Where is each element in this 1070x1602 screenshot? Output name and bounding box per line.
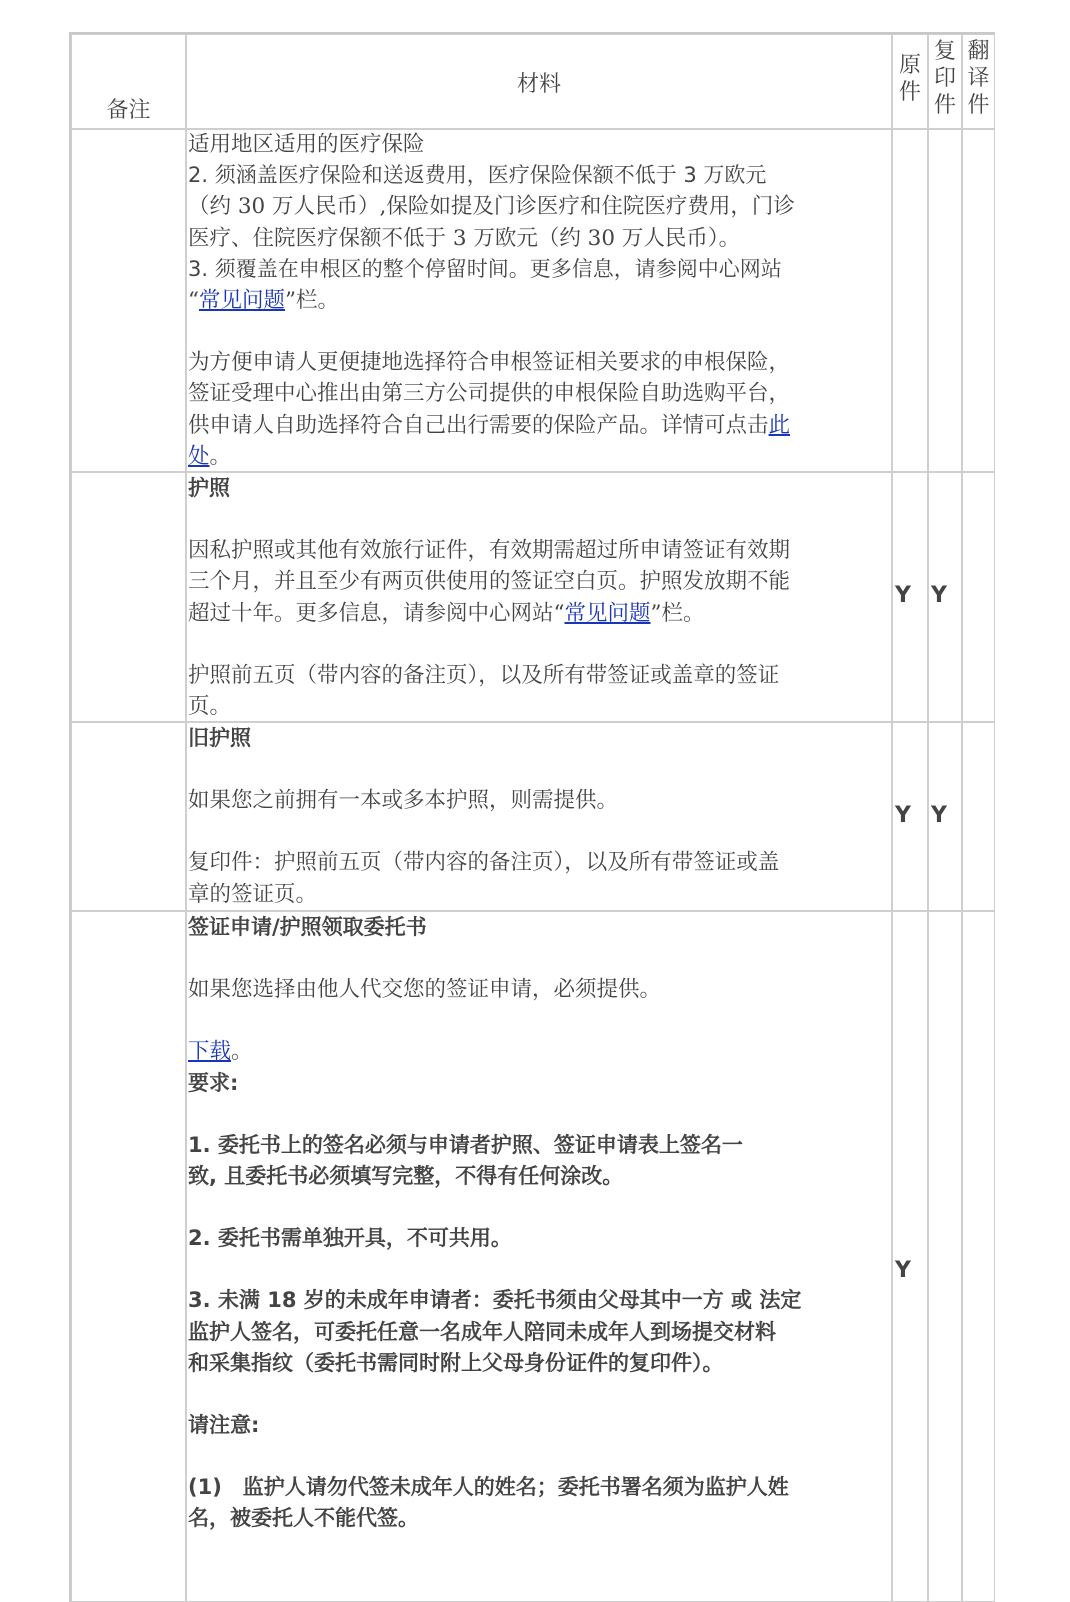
text-line: 致, 且委托书必须填写完整，不得有任何涂改。 xyxy=(188,1164,624,1189)
text-line xyxy=(188,441,887,472)
text-line: 3. 未满 18 岁的未成年申请者：委托书须由父母其中一方 或 法定 xyxy=(188,1288,802,1313)
row-title: 旧护照 xyxy=(188,726,251,750)
text-line: 医疗、住院医疗保额不低于 3 万欧元（约 30 万人民币）。 xyxy=(188,225,741,251)
header-original-cell xyxy=(892,34,928,129)
note-cell xyxy=(71,911,186,1602)
spacer xyxy=(188,1005,887,1036)
materials-table xyxy=(69,32,995,1602)
header-translation-cell xyxy=(962,34,995,129)
header-original-label: 原 件 xyxy=(898,53,921,105)
table-row-old-passport xyxy=(71,722,995,911)
text-line: 适用地区适用的医疗保险 xyxy=(188,132,425,157)
materials-cell xyxy=(186,722,892,911)
original-mark: Y xyxy=(895,1258,911,1283)
faq-link[interactable]: 常见问题 xyxy=(564,600,651,626)
header-materials-cell xyxy=(186,34,892,129)
notice-title: 请注意: xyxy=(188,1413,260,1438)
faq-tail: ”栏。 xyxy=(650,600,705,626)
here-link[interactable]: 此 xyxy=(768,412,791,438)
text-line: 页。 xyxy=(188,694,232,720)
materials-cell xyxy=(186,472,892,722)
spacer xyxy=(188,1379,887,1410)
text-line: 如果您之前拥有一本或多本护照，则需提供。 xyxy=(188,788,619,814)
text-line: 章的签证页。 xyxy=(188,881,318,907)
text-line: 签证受理中心推出由第三方公司提供的申根保险自助选购平台， xyxy=(188,381,791,407)
copy-mark: Y xyxy=(931,803,947,828)
text-line: 护照前五页（带内容的备注页），以及所有带签证或盖章的签证 xyxy=(188,662,780,688)
faq-tail: ”栏。 xyxy=(285,288,340,314)
spacer xyxy=(188,1254,887,1285)
requirements-title: 要求: xyxy=(188,1070,239,1095)
quote-open: “ xyxy=(188,288,199,314)
text-line: 因私护照或其他有效旅行证件，有效期需超过所申请签证有效期 xyxy=(188,538,791,564)
original-cell xyxy=(892,722,928,911)
header-translation-label: 翻 译 件 xyxy=(967,39,990,118)
note-cell xyxy=(71,472,186,722)
table-row-passport xyxy=(71,472,995,722)
original-mark: Y xyxy=(895,803,911,828)
row-title: 签证申请/护照领取委托书 xyxy=(188,915,427,939)
row-title: 护照 xyxy=(188,476,230,500)
passport-content xyxy=(188,473,887,722)
text-line: 如果您选择由他人代交您的签证申请，必须提供。 xyxy=(188,977,662,1003)
translation-cell xyxy=(962,472,995,722)
spacer xyxy=(188,629,887,660)
text-line: 1. 委托书上的签名必须与申请者护照、签证申请表上签名一 xyxy=(188,1132,743,1157)
note-cell xyxy=(71,722,186,911)
text-line: 三个月，并且至少有两页供使用的签证空白页。护照发放期不能 xyxy=(188,569,791,595)
copy-cell xyxy=(928,472,962,722)
header-note-cell xyxy=(71,34,186,129)
old-passport-content xyxy=(188,723,887,910)
header-note-label: 备注 xyxy=(106,98,151,123)
faq-line xyxy=(188,285,887,316)
copy-cell xyxy=(928,722,962,911)
original-cell xyxy=(892,911,928,1602)
translation-cell xyxy=(962,911,995,1602)
download-line xyxy=(188,1036,887,1067)
here-link-cont[interactable]: 处 xyxy=(188,443,210,469)
spacer xyxy=(188,316,887,347)
text-line: 复印件：护照前五页（带内容的备注页），以及所有带签证或盖 xyxy=(188,850,780,876)
text-line xyxy=(188,410,887,441)
original-cell xyxy=(892,472,928,722)
original-mark: Y xyxy=(895,583,911,608)
spacer xyxy=(188,754,887,785)
text-line: 2. 须涵盖医疗保险和送返费用，医疗保险保额不低于 3 万欧元 xyxy=(188,163,767,188)
text-line: 和采集指纹（委托书需同时附上父母身份证件的复印件）。 xyxy=(188,1350,724,1375)
insurance-content xyxy=(188,129,887,472)
translation-cell xyxy=(962,722,995,911)
text-line: （约 30 万人民币）,保险如提及门诊医疗和住院医疗费用，门诊 xyxy=(188,194,795,220)
copy-cell xyxy=(928,911,962,1602)
spacer xyxy=(188,816,887,847)
faq-line xyxy=(188,598,887,629)
translation-cell xyxy=(962,129,995,472)
text-line: (1) 监护人请勿代签未成年人的姓名；委托书署名须为监护人姓 xyxy=(188,1475,789,1500)
text-span: 超过十年。更多信息，请参阅中心网站“ xyxy=(188,600,565,626)
original-cell xyxy=(892,129,928,472)
copy-cell xyxy=(928,129,962,472)
note-cell xyxy=(71,129,186,472)
table-row-insurance xyxy=(71,129,995,472)
text-line: 名，被委托人不能代签。 xyxy=(188,1506,419,1531)
text-line: 2. 委托书需单独开具，不可共用。 xyxy=(188,1226,512,1251)
download-link[interactable]: 下载 xyxy=(188,1039,232,1065)
copy-mark: Y xyxy=(931,583,947,608)
attorney-content xyxy=(188,912,887,1535)
spacer xyxy=(188,943,887,974)
faq-link[interactable]: 常见问题 xyxy=(199,288,286,314)
header-materials-label: 材料 xyxy=(516,72,561,97)
spacer xyxy=(188,1441,887,1472)
header-copy-label: 复 印 件 xyxy=(933,39,956,118)
text-span: 。 xyxy=(209,443,232,469)
spacer xyxy=(188,1192,887,1223)
header-copy-cell xyxy=(928,34,962,129)
materials-cell xyxy=(186,129,892,472)
table-row-power-of-attorney xyxy=(71,911,995,1602)
text-span: 。 xyxy=(231,1039,253,1065)
text-line: 为方便申请人更便捷地选择符合申根签证相关要求的申根保险， xyxy=(188,350,791,376)
table-header-row xyxy=(71,34,995,129)
text-line: 监护人签名，可委托任意一名成年人陪同未成年人到场提交材料 xyxy=(188,1319,776,1344)
spacer xyxy=(188,504,887,535)
materials-cell xyxy=(186,911,892,1602)
text-span: 供申请人自助选择符合自己出行需要的保险产品。详情可点击 xyxy=(188,412,769,438)
spacer xyxy=(188,1099,887,1130)
text-line: 3. 须覆盖在申根区的整个停留时间。更多信息，请参阅中心网站 xyxy=(188,256,782,281)
